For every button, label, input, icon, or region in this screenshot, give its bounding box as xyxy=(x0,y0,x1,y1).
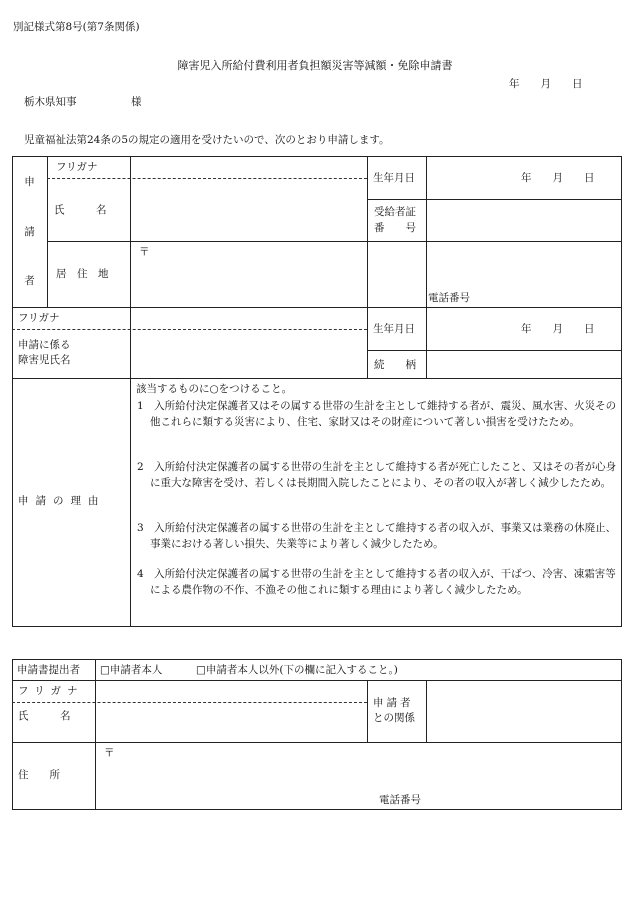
relation-field[interactable] xyxy=(427,351,620,378)
relation-label: 続 柄 xyxy=(374,359,416,371)
cert-number-label-1: 受給者証 xyxy=(374,206,416,218)
submitter-relation-label-1: 申請者 xyxy=(373,697,414,709)
submitter-postal-mark: 〒 xyxy=(104,747,115,759)
page-title: 障害児入所給付費利用者負担額災害等減額・免除申請書 xyxy=(177,59,453,72)
child-name-label-1: 申請に係る xyxy=(18,339,71,351)
submitter-address-field[interactable] xyxy=(96,743,620,809)
reason-label: 申請の理由 xyxy=(18,495,106,507)
reason-item-1[interactable]: 1 入所給付決定保護者又はその属する世帯の生計を主として維持する者が、震災、風水害、火災その他これらに類する災害により、住宅、家財又はその財産について著しい損害を受けたため。 xyxy=(137,400,617,428)
submitter-phone-label: 電話番号 xyxy=(379,794,421,806)
applicant-name-field[interactable] xyxy=(131,179,366,241)
submitter-label: 申請書提出者 xyxy=(17,664,80,676)
submitter-furigana-field[interactable] xyxy=(96,681,366,702)
submitter-relation-label-2: との関係 xyxy=(373,712,415,724)
applicant-phone-label: 電話番号 xyxy=(428,292,470,304)
applicant-name-label: 氏 名 xyxy=(54,204,107,216)
submitter-address-label: 住 所 xyxy=(18,769,60,781)
cert-number-field[interactable] xyxy=(427,200,620,241)
child-furigana-label: フリガナ xyxy=(18,312,60,324)
submitter-name-label: 氏 名 xyxy=(18,710,71,722)
reason-item-4[interactable]: 4 入所給付決定保護者の属する世帯の生計を主として維持する者の収入が、干ばつ、冷害、凍霜害等による農作物の不作、不漁その他これに類する理由により著しく減少したため。 xyxy=(137,568,616,596)
child-furigana-field[interactable] xyxy=(131,308,366,329)
applicant-furigana-field[interactable] xyxy=(131,157,366,178)
applicant-birth-field[interactable]: 年 月 日 xyxy=(521,172,595,184)
intro-text: 児童福祉法第24条の5の規定の適用を受けたいので、次のとおり申請します。 xyxy=(24,134,390,146)
reason-item-2[interactable]: 2 入所給付決定保護者の属する世帯の生計を主として維持する者が死亡したこと、又はその者が心身に重大な障害を受け、若しくは長期間入院したことにより、その者の収入が著しく減少したため。 xyxy=(137,461,617,489)
form-number: 別記様式第8号(第7条関係) xyxy=(13,21,140,33)
submitter-option-other[interactable]: □申請者本人以外(下の欄に記入すること。) xyxy=(196,664,398,676)
applicant-furigana-label: フリガナ xyxy=(56,161,98,173)
applicant-section-label: 申 請 者 xyxy=(24,176,35,288)
cert-number-label-2: 番 号 xyxy=(374,222,416,234)
reason-item-3[interactable]: 3 入所給付決定保護者の属する世帯の生計を主として維持する者の収入が、事業又は業務の休廃止、事業における著しい損失、失業等により著しく減少したため。 xyxy=(137,522,617,550)
addressee-honorific: 様 xyxy=(131,96,142,108)
applicant-address-label: 居 住 地 xyxy=(56,268,109,280)
submitter-relation-field[interactable] xyxy=(427,681,620,742)
child-name-label-2: 障害児氏名 xyxy=(18,354,71,366)
submitter-option-self[interactable]: □申請者本人 xyxy=(100,664,163,676)
applicant-address-field[interactable] xyxy=(131,242,621,307)
submitter-furigana-label: フリガナ xyxy=(18,685,84,697)
child-birth-field[interactable]: 年 月 日 xyxy=(521,323,595,335)
child-birth-label: 生年月日 xyxy=(373,323,415,335)
reason-instruction: 該当するものに○をつけること。 xyxy=(136,383,293,395)
addressee: 栃木県知事 xyxy=(24,96,77,108)
date-line[interactable]: 年 月 日 xyxy=(509,78,583,90)
submitter-name-field[interactable] xyxy=(96,703,366,742)
child-name-field[interactable] xyxy=(131,330,366,378)
postal-mark: 〒 xyxy=(139,246,150,258)
applicant-birth-label: 生年月日 xyxy=(373,172,415,184)
